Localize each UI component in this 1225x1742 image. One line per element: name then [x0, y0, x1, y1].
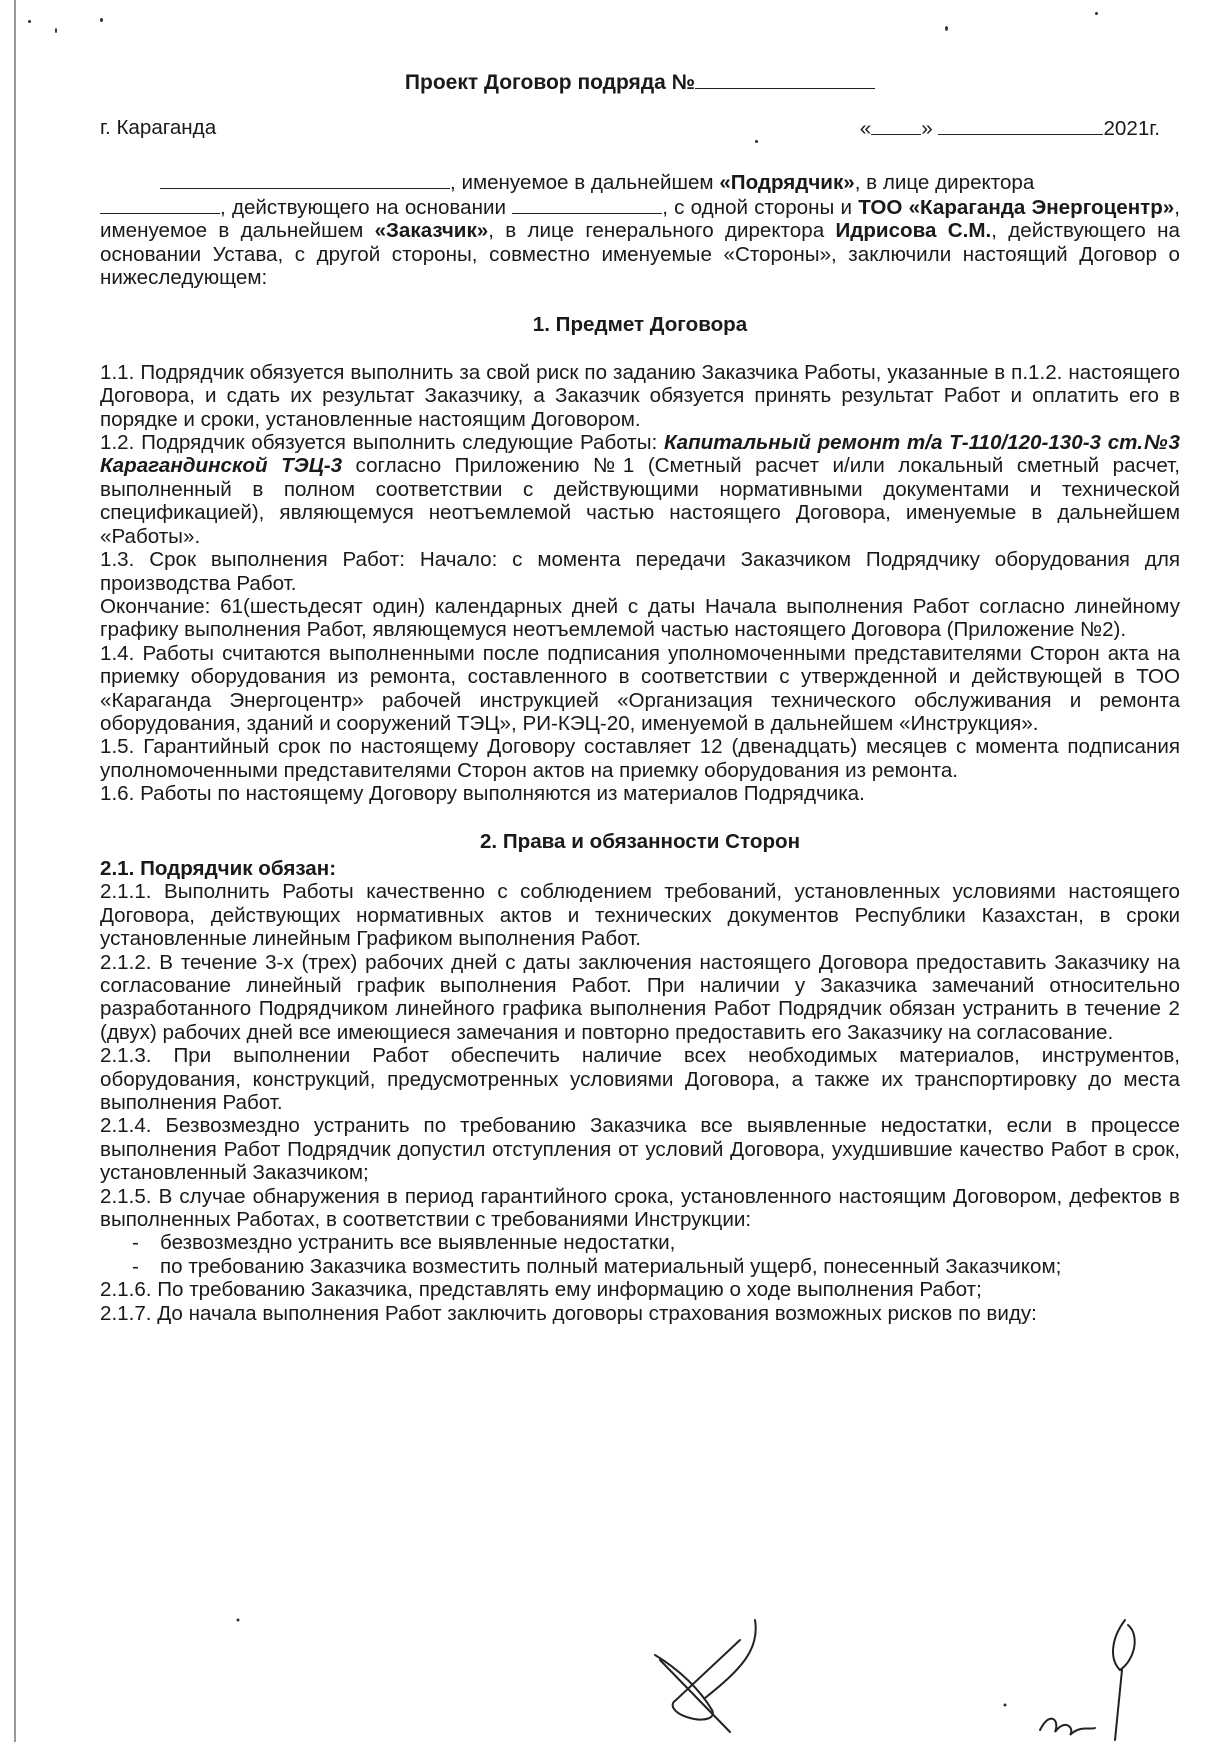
list-item-text: безвозмездно устранить все выявленные недостатки, [160, 1231, 676, 1255]
scan-speck [1004, 1704, 1007, 1707]
customer-term: «Заказчик» [374, 219, 489, 243]
date-open-quote: « [859, 117, 872, 141]
clause-1-4: 1.4. Работы считаются выполненными после подписания уполномоченными представителями Сторон акта на приемку оборудования из ремонта, составленного в соответствии с утвержденной и действующей в ТОО «Караганда Энергоцентр» рабочей инструкцией «Организация технического обслуживания и ремонта оборудования, зданий и сооружений ТЭЦ», РИ-КЭЦ-20, именуемой в дальнейшем «Инструкция». [100, 641, 1180, 735]
section-2-heading: 2. Права и обязанности Сторон [479, 829, 801, 853]
section-1-heading: 1. Предмет Договора [532, 313, 748, 337]
scan-speck [55, 28, 57, 33]
dash-marker: - [132, 1254, 139, 1278]
scan-speck [100, 18, 103, 22]
title-text: Проект Договор подряда № [404, 71, 696, 94]
contractor-term: «Подрядчик» [719, 171, 855, 195]
director-name: Идрисова С.М. [835, 219, 992, 243]
customer-organization: ТОО «Караганда Энергоцентр» [858, 195, 1175, 219]
document-title [100, 70, 1180, 94]
clause-2-1-1: 2.1.1. Выполнить Работы качественно с соблюдением требований, установленных условиями настоящего Договора, действующих нормативных актов и технических документов Республики Казахстан, в сроки установленные линейным Графиком выполнения Работ. [100, 880, 1180, 951]
preamble-text: , именуемое в дальнейшем [100, 195, 1180, 243]
clause-1-6: 1.6. Работы по настоящему Договору выполняются из материалов Подрядчика. [100, 782, 865, 806]
work-description: Капитальный ремонт т/а Т-110/120-130-3 ст.№3 Карагандинской ТЭЦ-3 [100, 431, 1180, 478]
section-2-1-subheading: 2.1. Подрядчик обязан: [100, 856, 337, 880]
contractor-signature [655, 1620, 756, 1732]
day-blank [871, 116, 921, 135]
signature-area [0, 1600, 1225, 1742]
preamble-text: , в лице генерального директора [488, 219, 836, 243]
contract-date [860, 116, 1160, 140]
clause-1-2 [100, 431, 1180, 548]
clause-1-3-end: Окончание: 61(шестьдесят один) календарных дней с даты Начала выполнения Работ согласно линейному графику выполнения Работ, являющемуся неотъемлемой частью настоящего Договора (Приложение №2). [100, 594, 1180, 642]
scan-speck [1095, 12, 1098, 15]
scan-speck [237, 1619, 240, 1622]
clause-2-1-2: 2.1.2. В течение 3-х (трех) рабочих дней с даты заключения настоящего Договора предоставить Заказчику на согласование линейный график выполнения Работ. При наличии у Заказчика замечаний относительно разработанного Подрядчиком линейного графика выполнения Работ Подрядчик обязан устранить в течение 2 (двух) рабочих дней все имеющиеся замечания и повторно предоставить его Заказчику на согласование. [100, 950, 1180, 1044]
clause-2-1-3: 2.1.3. При выполнении Работ обеспечить наличие всех необходимых материалов, инструментов, оборудования, конструкций, предусмотренных условиями Договора, а также их транспортировку до места выполнения Работ. [100, 1044, 1180, 1115]
preamble-cont [100, 195, 1180, 290]
preamble-text: , действующего на основании Устава, с другой стороны, совместно именуемые «Стороны», заключили настоящий Договор о нижеследующем: [100, 219, 1180, 290]
clause-1-1: 1.1. Подрядчик обязуется выполнить за свой риск по заданию Заказчика Работы, указанные в п.1.2. настоящего Договора, и сдать их результат Заказчику, а Заказчик обязуется принять результат Работ и оплатить его в порядке и сроки, установленные настоящим Договором. [100, 360, 1180, 431]
dash-marker: - [132, 1231, 139, 1255]
preamble [100, 170, 1180, 194]
clause-2-1-5: 2.1.5. В случае обнаружения в период гарантийного срока, установленного настоящим Договором, дефектов в выполненных Работах, в соответствии с требованиями Инструкции: [100, 1184, 1180, 1232]
list-item [100, 1255, 1180, 1278]
city: г. Караганда [100, 116, 217, 140]
contract-number-blank [695, 70, 875, 89]
scan-speck [28, 20, 31, 23]
list-item [100, 1231, 1180, 1254]
clause-2-1-7: 2.1.7. До начала выполнения Работ заключить договоры страхования возможных рисков по виду: [100, 1301, 1037, 1325]
clause-text: 1.2. Подрядчик обязуется выполнить следующие Работы: [100, 431, 664, 455]
basis-blank [512, 195, 662, 214]
document-body [100, 70, 1180, 1325]
clause-2-1-4: 2.1.4. Безвозмездно устранить по требованию Заказчика все выявленные недостатки, если в процессе выполнения Работ Подрядчик допустил отступления от условий Договора, ухудшившие качество Работ в срок, установленный Заказчиком; [100, 1114, 1180, 1185]
scan-edge-line [14, 0, 16, 1742]
director-name-blank [100, 195, 220, 214]
clause-1-3: 1.3. Срок выполнения Работ: Начало: с момента передачи Заказчиком Подрядчику оборудования для производства Работ. [100, 548, 1180, 595]
date-year: 2021г. [1103, 117, 1160, 141]
place-date-line [100, 116, 1180, 142]
preamble-text: , в лице директора [854, 171, 1035, 195]
clause-2-1-6: 2.1.6. По требованию Заказчика, представлять ему информацию о ходе выполнения Работ; [100, 1278, 982, 1302]
scan-speck [945, 26, 948, 31]
month-blank [938, 116, 1103, 135]
customer-signature [1040, 1620, 1135, 1740]
contractor-name-blank [160, 170, 450, 189]
list-item-text: по требованию Заказчика возместить полный материальный ущерб, понесенный Заказчиком; [160, 1254, 1062, 1278]
preamble-text: , именуемое в дальнейшем [450, 171, 720, 195]
date-close-quote: » [921, 117, 933, 141]
clause-1-5: 1.5. Гарантийный срок по настоящему Договору составляет 12 (двенадцать) месяцев с момента подписания уполномоченными представителями Сторон актов на приемку оборудования из ремонта. [100, 735, 1180, 782]
clause-text: согласно Приложению №1 (Сметный расчет и/или локальный сметный расчет, выполненный в полном соответствии с действующими нормативными документами и технической спецификацией), являющемуся неотъемлемой частью настоящего Договора, именуемые в дальнейшем «Работы». [100, 454, 1181, 548]
preamble-text: , действующего на основании [220, 195, 513, 219]
preamble-text: , с одной стороны и [662, 195, 859, 219]
